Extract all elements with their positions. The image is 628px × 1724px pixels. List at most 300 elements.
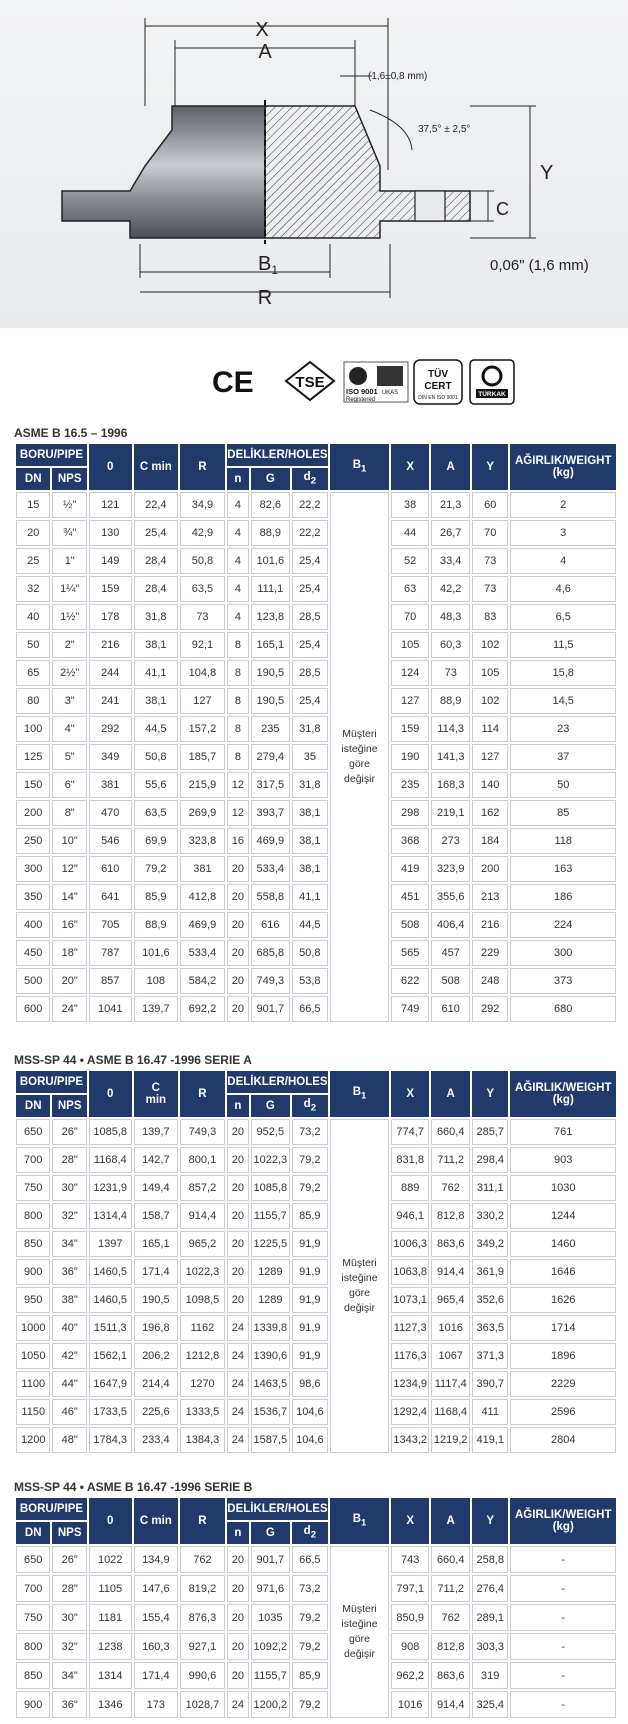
- table-cell: 800,1: [180, 1147, 225, 1173]
- table-cell: 1181: [89, 1604, 132, 1631]
- table-cell: 1896: [510, 1343, 616, 1369]
- table-cell: 20: [227, 940, 249, 966]
- b1-note-line: Müşteri: [342, 728, 377, 740]
- flange-body: [62, 106, 265, 238]
- table-row: [16, 548, 616, 574]
- table-cell: 125: [16, 744, 50, 770]
- table-cell: 1176,3: [391, 1343, 430, 1369]
- table-cell: 914,4: [431, 1691, 470, 1718]
- table-cell: 134,9: [134, 1546, 179, 1573]
- table-cell: 352,6: [472, 1287, 509, 1313]
- table-cell: 797,1: [391, 1575, 430, 1602]
- table-cell: 12: [227, 800, 249, 826]
- table-cell: 42": [52, 1343, 86, 1369]
- table-cell: 850,9: [391, 1604, 430, 1631]
- svg-text:TÜV: TÜV: [428, 369, 448, 380]
- table-cell: 108: [134, 968, 179, 994]
- table-cell: ¾": [52, 520, 86, 546]
- table-row: [16, 996, 616, 1022]
- table-cell: 190: [391, 744, 430, 770]
- label-b1: $B_1$: [258, 253, 279, 277]
- label-face: 0,06" (1,6 mm): [490, 257, 589, 274]
- svg-text:UKAS: UKAS: [381, 390, 399, 396]
- header-weight: AĞIRLIK/WEIGHT (kg): [510, 1071, 616, 1117]
- table-cell: 65: [16, 660, 50, 686]
- table-cell: 469,9: [180, 912, 225, 938]
- table-cell: 101,6: [134, 940, 179, 966]
- table-row: [16, 884, 616, 910]
- table-cell: 762: [431, 1175, 470, 1201]
- table-cell: 831,8: [391, 1147, 430, 1173]
- table-row: [16, 856, 616, 882]
- header-r: R: [180, 1498, 225, 1544]
- table-cell: 233,4: [134, 1427, 179, 1453]
- table-cell: 901,7: [251, 996, 290, 1022]
- table-cell: 749: [391, 996, 430, 1022]
- table-cell: 83: [472, 604, 509, 630]
- table-row: [16, 1546, 616, 1573]
- table-cell: 60,3: [431, 632, 470, 658]
- table-cell: 42,9: [180, 520, 225, 546]
- table-cell: 100: [16, 716, 50, 742]
- table-cell: 1292,4: [391, 1399, 430, 1425]
- table-cell: 104,8: [180, 660, 225, 686]
- table-cell: 20: [227, 1175, 249, 1201]
- table-cell: 22,4: [134, 492, 179, 518]
- svg-text:TSE: TSE: [295, 374, 325, 391]
- table-cell: 2229: [510, 1371, 616, 1397]
- header-holes: DELİKLER/HOLES: [227, 1071, 328, 1093]
- table-row: [16, 800, 616, 826]
- table-cell: 91,9: [292, 1287, 329, 1313]
- table-cell: 812,8: [431, 1633, 470, 1660]
- table-cell: 1162: [180, 1315, 225, 1341]
- table-cell: 381: [180, 856, 225, 882]
- table-cell: 114: [472, 716, 509, 742]
- spec-table-body: [16, 492, 616, 1022]
- table-cell: 971,6: [251, 1575, 290, 1602]
- table-cell: 98,6: [292, 1371, 329, 1397]
- table-cell: 363,5: [472, 1315, 509, 1341]
- table-cell: 700: [16, 1147, 50, 1173]
- table-cell: 26": [52, 1546, 86, 1573]
- table-cell: 118: [510, 828, 616, 854]
- table-cell: 102: [472, 632, 509, 658]
- table-cell: 248: [472, 968, 509, 994]
- table-cell: 38,1: [134, 688, 179, 714]
- b1-note-cell: [330, 1546, 389, 1718]
- table-cell: 20: [227, 884, 249, 910]
- table-cell: 927,1: [180, 1633, 225, 1660]
- svg-text:CERT: CERT: [424, 381, 452, 392]
- table-row: [16, 1604, 616, 1631]
- table-cell: 1314: [89, 1662, 132, 1689]
- table-cell: 1098,5: [180, 1287, 225, 1313]
- table-cell: 147,6: [134, 1575, 179, 1602]
- table-cell: 8: [227, 688, 249, 714]
- table-cell: 903: [510, 1147, 616, 1173]
- table-cell: 79,2: [292, 1604, 329, 1631]
- table-cell: 20": [52, 968, 86, 994]
- table-cell: 700: [16, 1575, 50, 1602]
- header-nps: NPS: [52, 468, 86, 490]
- table-cell: 350: [16, 884, 50, 910]
- table-cell: 1647,9: [89, 1371, 132, 1397]
- table-row: [16, 968, 616, 994]
- table-cell: 323,9: [431, 856, 470, 882]
- header-holes: DELİKLER/HOLES: [227, 1498, 328, 1520]
- table-cell: 11,5: [510, 632, 616, 658]
- table-cell: 1460,5: [89, 1259, 132, 1285]
- table-cell: 102: [472, 688, 509, 714]
- table-cell: 235: [391, 772, 430, 798]
- table-cell: 762: [431, 1604, 470, 1631]
- table-cell: 660,4: [431, 1546, 470, 1573]
- header-o: 0: [89, 444, 132, 490]
- table-cell: 4: [227, 576, 249, 602]
- table-cell: 124: [391, 660, 430, 686]
- table-cell: 48": [52, 1427, 86, 1453]
- table-cell: 70: [472, 520, 509, 546]
- table-cell: 20: [227, 996, 249, 1022]
- table-cell: 1212,8: [180, 1343, 225, 1369]
- table-row: [16, 1287, 616, 1313]
- table-cell: 800: [16, 1633, 50, 1660]
- table-cell: 150: [16, 772, 50, 798]
- table-cell: 1200,2: [251, 1691, 290, 1718]
- table-cell: 40": [52, 1315, 86, 1341]
- table-cell: 159: [391, 716, 430, 742]
- header-dn: DN: [16, 1095, 50, 1117]
- table-cell: 20: [227, 1119, 249, 1145]
- b1-note-line: değişir: [344, 1648, 375, 1660]
- table-cell: 412,8: [180, 884, 225, 910]
- table-cell: 500: [16, 968, 50, 994]
- table-cell: 1289: [251, 1287, 290, 1313]
- table-cell: 104,6: [292, 1399, 329, 1425]
- certification-logos: [204, 350, 524, 412]
- table-cell: 419,1: [472, 1427, 509, 1453]
- table-cell: 349,2: [472, 1231, 509, 1257]
- table-row: [16, 940, 616, 966]
- table-cell: 952,5: [251, 1119, 290, 1145]
- b1-note-line: isteğine: [341, 743, 378, 755]
- table-cell: 1030: [510, 1175, 616, 1201]
- table-cell: 165,1: [251, 632, 290, 658]
- table-cell: 857,2: [180, 1175, 225, 1201]
- table-cell: 163: [510, 856, 616, 882]
- label-angle: 37,5° ± 2,5°: [418, 124, 471, 135]
- section-title-serie-b: MSS-SP 44 • ASME B 16.47 -1996 SERIE B: [14, 1480, 253, 1494]
- header-g: G: [251, 1522, 290, 1544]
- table-cell: 289,1: [472, 1604, 509, 1631]
- table-cell: 1050: [16, 1343, 50, 1369]
- header-holes: DELİKLER/HOLES: [227, 444, 328, 466]
- table-cell: 34": [52, 1231, 86, 1257]
- table-cell: 1784,3: [89, 1427, 132, 1453]
- svg-text:TÜRKAK: TÜRKAK: [478, 391, 506, 398]
- table-row: [16, 1662, 616, 1689]
- table-cell: 139,7: [134, 996, 179, 1022]
- table-cell: -: [510, 1633, 616, 1660]
- table-cell: 235: [251, 716, 290, 742]
- table-cell: 610: [431, 996, 470, 1022]
- table-cell: 1390,6: [251, 1343, 290, 1369]
- table-cell: 1117,4: [431, 1371, 470, 1397]
- table-cell: 711,2: [431, 1147, 470, 1173]
- spec-table-body: [16, 1546, 616, 1718]
- table-cell: 158,7: [134, 1203, 179, 1229]
- table-cell: 79,2: [292, 1175, 329, 1201]
- table-cell: 28,4: [134, 576, 179, 602]
- header-cmin: C min: [134, 1498, 179, 1544]
- table-cell: 24: [227, 1371, 249, 1397]
- table-cell: 32": [52, 1633, 86, 1660]
- table-cell: 750: [16, 1175, 50, 1201]
- table-cell: 127: [472, 744, 509, 770]
- table-cell: 215,9: [180, 772, 225, 798]
- table-cell: 30": [52, 1604, 86, 1631]
- table-cell: 371,3: [472, 1343, 509, 1369]
- table-cell: 4": [52, 716, 86, 742]
- table-cell: 73: [431, 660, 470, 686]
- table-cell: 565: [391, 940, 430, 966]
- header-y: Y: [472, 444, 509, 490]
- table-cell: 16: [227, 828, 249, 854]
- table-cell: 37: [510, 744, 616, 770]
- table-cell: 4: [510, 548, 616, 574]
- header-nps: NPS: [52, 1095, 86, 1117]
- table-cell: 32: [16, 576, 50, 602]
- header-n: n: [227, 1095, 249, 1117]
- header-x: X: [391, 444, 430, 490]
- table-row: [16, 828, 616, 854]
- header-a: A: [431, 1498, 470, 1544]
- table-cell: 121: [89, 492, 132, 518]
- table-cell: 101,6: [251, 548, 290, 574]
- table-cell: 863,6: [431, 1231, 470, 1257]
- table-cell: 20: [227, 1575, 249, 1602]
- table-row: [16, 576, 616, 602]
- table-cell: 216: [472, 912, 509, 938]
- iso-logo: [344, 362, 408, 403]
- table-cell: 800: [16, 1203, 50, 1229]
- table-cell: 863,6: [431, 1662, 470, 1689]
- table-cell: 705: [89, 912, 132, 938]
- table-cell: 229: [472, 940, 509, 966]
- table-row: [16, 632, 616, 658]
- table-row: [16, 912, 616, 938]
- table-cell: 857: [89, 968, 132, 994]
- table-cell: 3": [52, 688, 86, 714]
- table-cell: 171,4: [134, 1662, 179, 1689]
- table-cell: 1168,4: [89, 1147, 132, 1173]
- table-cell: 1085,8: [89, 1119, 132, 1145]
- table-cell: 1155,7: [251, 1203, 290, 1229]
- table-cell: 373: [510, 968, 616, 994]
- table-cell: 224: [510, 912, 616, 938]
- table-cell: 25: [16, 548, 50, 574]
- table-cell: 1006,3: [391, 1231, 430, 1257]
- header-y: Y: [472, 1498, 509, 1544]
- table-cell: 216: [89, 632, 132, 658]
- table-cell: 48,3: [431, 604, 470, 630]
- spec-table-asme-b16-5: [14, 442, 618, 1024]
- label-x: X: [255, 19, 269, 41]
- table-cell: 6": [52, 772, 86, 798]
- table-cell: 616: [251, 912, 290, 938]
- table-cell: 85: [510, 800, 616, 826]
- table-cell: 298,4: [472, 1147, 509, 1173]
- table-row: [16, 688, 616, 714]
- table-cell: 24: [227, 1315, 249, 1341]
- table-cell: 533,4: [251, 856, 290, 882]
- table-cell: 20: [227, 968, 249, 994]
- table-cell: 159: [89, 576, 132, 602]
- table-cell: 28,5: [292, 604, 329, 630]
- table-cell: 25,4: [292, 688, 329, 714]
- label-gap: (1,6±0,8 mm): [368, 71, 428, 82]
- table-cell: 213: [472, 884, 509, 910]
- table-cell: 155,4: [134, 1604, 179, 1631]
- turkak-logo: [470, 360, 514, 404]
- table-cell: 25,4: [134, 520, 179, 546]
- bolt-hole: [415, 191, 445, 221]
- table-cell: 901,7: [251, 1546, 290, 1573]
- table-cell: 206,2: [134, 1343, 179, 1369]
- table-cell: 1022,3: [251, 1147, 290, 1173]
- table-cell: 139,7: [134, 1119, 179, 1145]
- b1-note-cell: [330, 1119, 389, 1453]
- table-cell: 20: [227, 1546, 249, 1573]
- table-cell: 1067: [431, 1343, 470, 1369]
- b1-note-line: Müşteri: [342, 1603, 377, 1615]
- header-pipe: BORU/PIPE: [16, 444, 87, 466]
- header-cmin: C min: [134, 444, 179, 490]
- table-cell: 660,4: [431, 1119, 470, 1145]
- table-cell: 368: [391, 828, 430, 854]
- table-row: [16, 1575, 616, 1602]
- table-cell: 1016: [431, 1315, 470, 1341]
- table-cell: 1¼": [52, 576, 86, 602]
- table-cell: -: [510, 1691, 616, 1718]
- table-cell: 80: [16, 688, 50, 714]
- table-cell: 38: [391, 492, 430, 518]
- table-cell: 20: [227, 1633, 249, 1660]
- table-cell: 24: [227, 1399, 249, 1425]
- table-cell: 60: [472, 492, 509, 518]
- table-cell: 1384,3: [180, 1427, 225, 1453]
- table-cell: 23: [510, 716, 616, 742]
- table-cell: 1244: [510, 1203, 616, 1229]
- table-cell: 1022: [89, 1546, 132, 1573]
- table-cell: 1016: [391, 1691, 430, 1718]
- table-cell: 105: [472, 660, 509, 686]
- table-cell: 300: [510, 940, 616, 966]
- table-cell: 1346: [89, 1691, 132, 1718]
- table-cell: 1219,2: [431, 1427, 470, 1453]
- table-cell: 241: [89, 688, 132, 714]
- table-cell: 63: [391, 576, 430, 602]
- table-row: [16, 1147, 616, 1173]
- table-cell: 105: [391, 632, 430, 658]
- table-cell: 914,4: [180, 1203, 225, 1229]
- table-cell: 190,5: [251, 660, 290, 686]
- table-cell: 219,1: [431, 800, 470, 826]
- table-cell: 2596: [510, 1399, 616, 1425]
- table-cell: 46": [52, 1399, 86, 1425]
- table-cell: 6,5: [510, 604, 616, 630]
- table-cell: 1100: [16, 1371, 50, 1397]
- table-cell: 1343,2: [391, 1427, 430, 1453]
- table-row: [16, 1231, 616, 1257]
- table-row: [16, 660, 616, 686]
- table-cell: 20: [227, 912, 249, 938]
- table-cell: 1562,1: [89, 1343, 132, 1369]
- table-cell: 355,6: [431, 884, 470, 910]
- table-cell: 1105: [89, 1575, 132, 1602]
- table-row: [16, 1259, 616, 1285]
- table-cell: 20: [227, 1259, 249, 1285]
- table-cell: 28,5: [292, 660, 329, 686]
- svg-text:DIN EN ISO 9001: DIN EN ISO 9001: [418, 395, 458, 401]
- table-cell: 950: [16, 1287, 50, 1313]
- table-cell: 5": [52, 744, 86, 770]
- table-row: [16, 1633, 616, 1660]
- table-cell: 1225,5: [251, 1231, 290, 1257]
- table-cell: 55,6: [134, 772, 179, 798]
- table-cell: 889: [391, 1175, 430, 1201]
- table-cell: 50: [16, 632, 50, 658]
- table-cell: 38,1: [292, 800, 329, 826]
- table-row: [16, 1691, 616, 1718]
- table-cell: 42,2: [431, 576, 470, 602]
- label-a: A: [258, 41, 272, 63]
- table-cell: 292: [89, 716, 132, 742]
- table-row: [16, 492, 616, 518]
- table-cell: 2804: [510, 1427, 616, 1453]
- header-g: G: [251, 1095, 290, 1117]
- table-cell: 774,7: [391, 1119, 430, 1145]
- table-cell: 79,2: [292, 1633, 329, 1660]
- table-cell: 162: [472, 800, 509, 826]
- spec-table-serie-a: [14, 1069, 618, 1455]
- table-cell: 32": [52, 1203, 86, 1229]
- table-cell: 990,6: [180, 1662, 225, 1689]
- table-cell: 300: [16, 856, 50, 882]
- table-cell: 273: [431, 828, 470, 854]
- table-cell: 20: [227, 1604, 249, 1631]
- table-cell: 1234,9: [391, 1371, 430, 1397]
- header-n: n: [227, 1522, 249, 1544]
- table-cell: 8: [227, 632, 249, 658]
- table-cell: 127: [391, 688, 430, 714]
- table-cell: 165,1: [134, 1231, 179, 1257]
- table-cell: 173: [134, 1691, 179, 1718]
- table-cell: 142,7: [134, 1147, 179, 1173]
- table-cell: 140: [472, 772, 509, 798]
- table-cell: 8: [227, 660, 249, 686]
- table-cell: 36": [52, 1691, 86, 1718]
- table-cell: 390,7: [472, 1371, 509, 1397]
- table-cell: 3: [510, 520, 616, 546]
- header-g: G: [251, 468, 290, 490]
- table-row: [16, 1399, 616, 1425]
- table-cell: 149,4: [134, 1175, 179, 1201]
- table-cell: 20: [227, 1662, 249, 1689]
- b1-note-line: göre: [349, 1633, 371, 1645]
- table-cell: 303,3: [472, 1633, 509, 1660]
